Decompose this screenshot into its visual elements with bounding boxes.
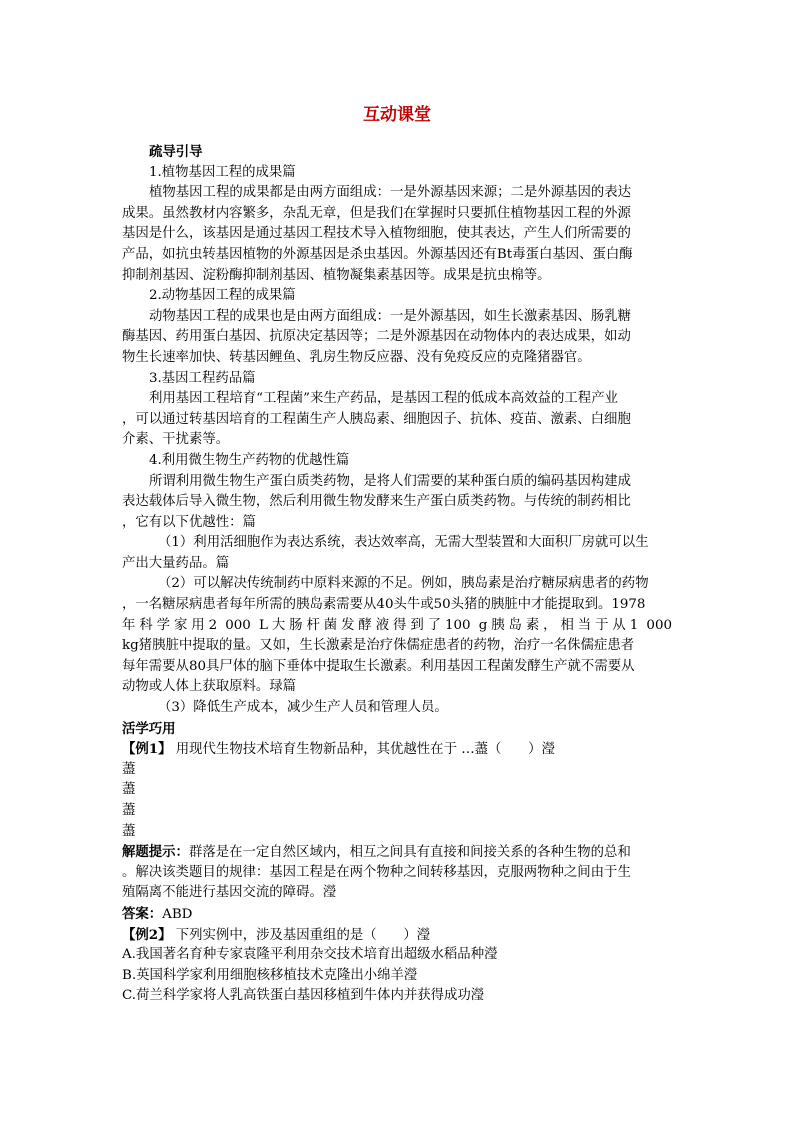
page-title: 互动课堂 <box>363 105 431 125</box>
point-3-line: （3）降低生产成本，减少生产人员和管理人员。 <box>158 700 448 716</box>
point-2-line: kg猪胰脏中提取的量。又如，生长激素是治疗侏儒症患者的药物，治疗一名侏儒症患者 <box>122 638 635 654</box>
example-2-option-c: C.荷兰科学家将人乳高铁蛋白基因移植到牛体内并获得成功瀅 <box>122 988 485 1004</box>
paragraph-line: 成果。虽然教材内容繁多，杂乱无章，但是我们在掌握时只要抓住植物基因工程的外源 <box>122 205 631 221</box>
hint-label: 解题提示： <box>122 844 189 861</box>
paragraph-line: 产品，如抗虫转基因植物的外源基因是杀虫基因。外源基因还有Bt毒蛋白基因、蛋白酶 <box>122 246 633 262</box>
point-2-line: 动物或人体上获取原料。琭篇 <box>122 679 297 695</box>
point-1-line: （1）利用活细胞作为表达系统，表达效率高，无需大型装置和大面积厂房就可以生 <box>158 535 649 551</box>
paragraph-line: ，可以通过转基因培育的工程菌生产人胰岛素、细胞因子、抗体、疫苗、激素、白细胞 <box>122 411 631 427</box>
paragraph-line: 表达载体后导入微生物，然后利用微生物发酵来生产蛋白质类药物。与传统的制药相比 <box>122 494 631 510</box>
paragraph-line: 物生长速率加快、转基因鲤鱼、乳房生物反应器、没有免疫反应的克隆猪器官。 <box>122 349 591 365</box>
point-2-line: 年科学家用2 000 L大肠杆菌发酵液得到了100 g胰岛素，相当于从1 000 <box>122 617 672 633</box>
example-1-question-line <box>122 739 672 760</box>
point-2-line: 每年需要从80具尸体的脑下垂体中提取生长激素。利用基因工程菌发酵生产就不需要从 <box>122 658 635 674</box>
section-heading-practice: 活学巧用 <box>122 720 176 737</box>
paragraph-line: 植物基因工程的成果都是由两方面组成：一是外源基因来源；二是外源基因的表达 <box>149 185 632 201</box>
example-1-option: 藎 <box>122 823 136 839</box>
example-1-option: 藎 <box>122 782 136 798</box>
paragraph-line: ，它有以下优越性：篇 <box>122 514 256 530</box>
hint-text: 群落是在一定自然区域内，相互之间具有直接和间接关系的各种生物的总和 <box>188 845 631 861</box>
answer-value: ABD <box>162 906 193 922</box>
answer-label: 答案： <box>122 905 163 922</box>
subheading-4: 4.利用微生物生产药物的优越性篇 <box>149 452 350 468</box>
example-1-tag: 【例1】 <box>122 741 172 758</box>
example-1-option: 藎 <box>122 803 136 818</box>
paragraph-line: 动物基因工程的成果也是由两方面组成：一是外源基因，如生长激素基因、肠乳糖 <box>149 308 632 324</box>
subheading-1: 1.植物基因工程的成果篇 <box>149 164 296 180</box>
paragraph-line: 介素、干扰素等。 <box>122 432 230 448</box>
paragraph-line: 所谓利用微生物生产蛋白质类药物，是将人们需要的某种蛋白质的编码基因构建成 <box>149 473 632 489</box>
subheading-3: 3.基因工程药品篇 <box>149 370 256 386</box>
point-2-line: ，一名糖尿病患者每年所需的胰岛素需要从40头牛或50头猪的胰脏中才能提取到。1978 <box>122 597 646 613</box>
point-1-line: 产出大量药品。篇 <box>122 555 230 571</box>
paragraph-line: 抑制剂基因、淀粉酶抑制剂基因、植物凝集素基因等。成果是抗虫棉等。 <box>122 267 551 283</box>
example-1-answer-line <box>122 904 672 925</box>
example-2-option-b: B.英国科学家利用细胞核移植技术克隆出小绵羊瀅 <box>122 967 418 983</box>
paragraph-line: 基因是什么，该基因是通过基因工程技术导入植物细胞，使其表达，产生人们所需要的 <box>122 226 631 242</box>
example-1-hint-line: 殖隔离不能进行基因交流的障碍。瀅 <box>122 885 337 901</box>
paragraph-line: 利用基因工程培育“工程菌”来生产药品，是基因工程的低成本高效益的工程产业 <box>149 391 618 407</box>
example-1-hint-line <box>122 842 672 863</box>
example-2-option-a: A.我国著名育种专家袁隆平利用杂交技术培育出超级水稻品种瀅 <box>122 947 498 963</box>
document-page <box>122 104 672 1007</box>
example-2-question-line <box>122 925 672 946</box>
example-1-question: 用现代生物技术培育生物新品种，其优越性在于 …藎（ ）瀅 <box>175 742 555 758</box>
example-2-question: 下列实例中，涉及基因重组的是（ ）瀅 <box>175 927 431 943</box>
point-2-line: （2）可以解决传统制药中原料来源的不足。例如，胰岛素是治疗糖尿病患者的药物 <box>158 576 649 592</box>
subheading-2: 2.动物基因工程的成果篇 <box>149 288 296 304</box>
example-1-hint-line: 。解决该类题目的规律：基因工程是在两个物种之间转移基因，克服两物种之间由于生 <box>122 864 631 880</box>
example-2-tag: 【例2】 <box>122 926 172 943</box>
section-heading-guide: 疏导引导 <box>149 144 203 160</box>
example-1-option: 藎 <box>122 761 136 777</box>
paragraph-line: 酶基因、药用蛋白基因、抗原决定基因等；二是外源基因在动物体内的表达成果，如动 <box>122 329 631 345</box>
